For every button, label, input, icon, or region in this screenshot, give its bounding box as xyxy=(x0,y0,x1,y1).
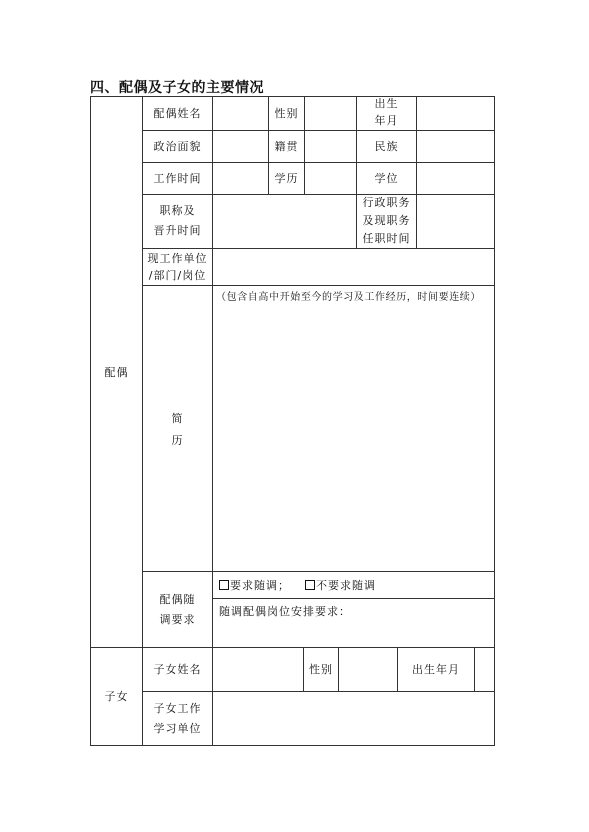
spouse-unit-label xyxy=(143,250,212,284)
resume-label-line1: 简 xyxy=(171,412,184,425)
children-group-label: 子女 xyxy=(104,690,129,703)
section-title: 四、配偶及子女的主要情况 xyxy=(90,80,264,96)
spouse-resume-field[interactable] xyxy=(213,308,494,570)
child-name-field[interactable] xyxy=(213,648,303,691)
arrangement-label: 随调配偶岗位安排要求： xyxy=(219,605,351,618)
spouse-degree-label: 学位 xyxy=(374,172,399,185)
spouse-birth-label xyxy=(357,95,416,129)
admin-label-line2: 及现职务 xyxy=(362,214,411,227)
child-unit-field[interactable] xyxy=(213,692,494,745)
birth-label-line2: 年月 xyxy=(374,114,399,127)
resume-label-line2: 历 xyxy=(171,434,184,447)
child-birth-label: 出生年月 xyxy=(412,663,460,676)
spouse-unit-field[interactable] xyxy=(213,249,494,285)
spouse-native-field[interactable] xyxy=(305,131,356,162)
spouse-ethnicity-field[interactable] xyxy=(417,131,494,162)
spouse-title-field[interactable] xyxy=(213,195,356,248)
arrangement-field[interactable] xyxy=(213,622,494,647)
no-transfer-label: 不要求随调 xyxy=(316,579,376,592)
spouse-politics-field[interactable] xyxy=(213,131,268,162)
spouse-resume-label xyxy=(143,408,212,452)
child-unit-label xyxy=(143,699,212,739)
child-birth-field[interactable] xyxy=(475,648,494,691)
child-gender-field[interactable] xyxy=(339,648,397,691)
unit-label-line2: /部门/岗位 xyxy=(148,269,207,282)
resume-hint: （包含自高中开始至今的学习及工作经历，时间要连续） xyxy=(216,292,481,303)
require-transfer-checkbox[interactable] xyxy=(219,580,229,590)
spouse-degree-field[interactable] xyxy=(417,163,494,194)
spouse-admin-field[interactable] xyxy=(417,195,494,248)
spouse-gender-label: 性别 xyxy=(274,107,299,120)
require-transfer-label: 要求随调； xyxy=(230,579,290,592)
transfer-label-line1: 配偶随 xyxy=(159,593,196,606)
spouse-transfer-label xyxy=(143,590,212,630)
transfer-label-line2: 调要求 xyxy=(159,613,196,626)
no-transfer-checkbox[interactable] xyxy=(305,580,315,590)
spouse-name-label: 配偶姓名 xyxy=(153,107,202,120)
child-name-label: 子女姓名 xyxy=(153,663,202,676)
spouse-birth-field[interactable] xyxy=(417,97,494,130)
title-label-line2: 晋升时间 xyxy=(153,224,202,237)
title-label-line1: 职称及 xyxy=(159,204,196,217)
child-gender-label: 性别 xyxy=(309,663,333,676)
spouse-ethnicity-label: 民族 xyxy=(374,140,399,153)
spouse-group-label: 配偶 xyxy=(104,366,129,379)
admin-label-line1: 行政职务 xyxy=(362,196,411,209)
child-unit-line2: 学习单位 xyxy=(153,722,202,735)
spouse-admin-label xyxy=(357,194,416,248)
spouse-name-field[interactable] xyxy=(213,97,268,130)
spouse-work-time-label: 工作时间 xyxy=(153,172,202,185)
spouse-native-label: 籍贯 xyxy=(274,140,299,153)
spouse-gender-field[interactable] xyxy=(305,97,356,130)
admin-label-line3: 任职时间 xyxy=(362,232,411,245)
spouse-title-label xyxy=(143,201,212,241)
birth-label-line1: 出生 xyxy=(374,97,399,110)
spouse-education-label: 学历 xyxy=(274,172,299,185)
child-unit-line1: 子女工作 xyxy=(153,702,202,715)
spouse-work-time-field[interactable] xyxy=(213,163,268,194)
spouse-politics-label: 政治面貌 xyxy=(153,140,202,153)
transfer-options xyxy=(219,575,489,596)
unit-label-line1: 现工作单位 xyxy=(147,252,208,265)
spouse-education-field[interactable] xyxy=(305,163,356,194)
